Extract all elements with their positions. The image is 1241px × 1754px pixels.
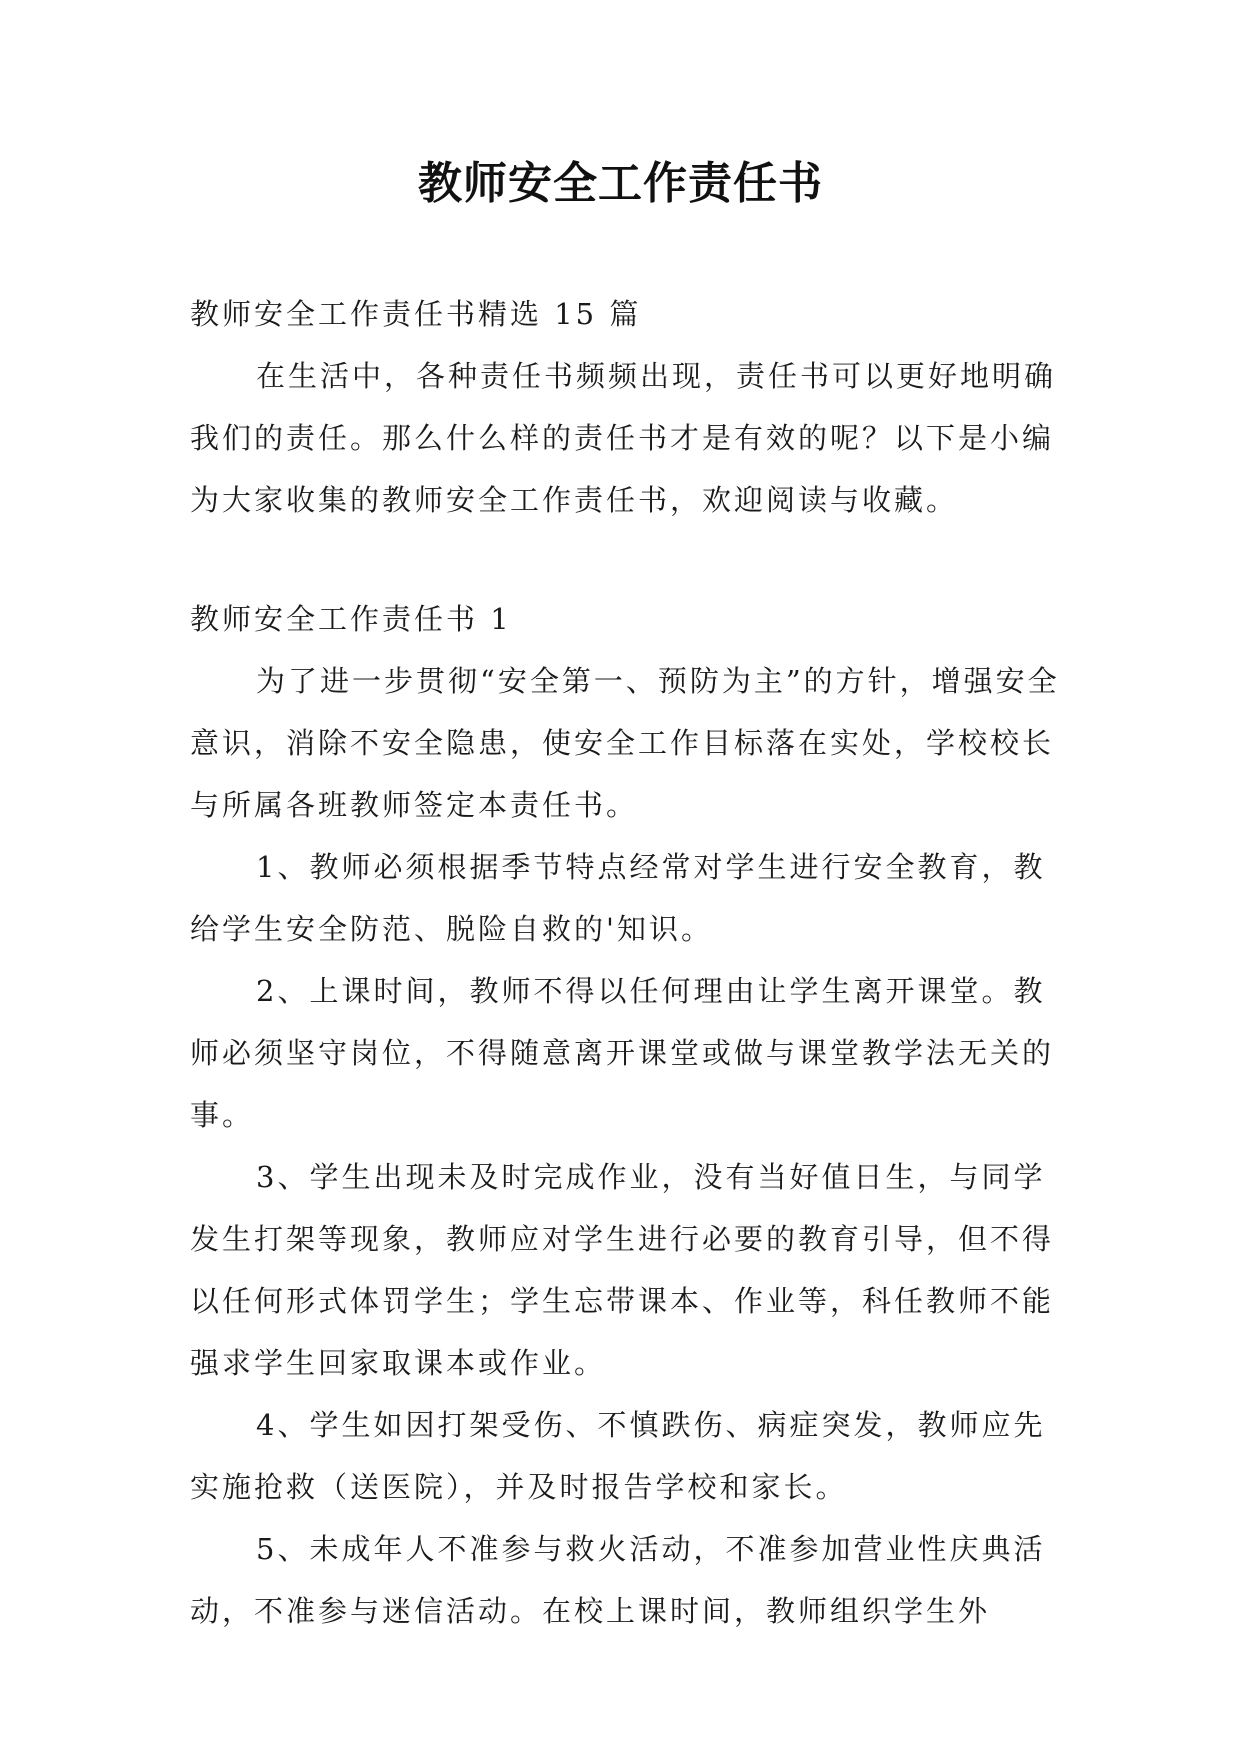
document-title: 教师安全工作责任书: [418, 158, 823, 209]
section-paragraph: 为了进一步贯彻“安全第一、预防为主”的方针，增强安全意识，消除不安全隐患，使安全工作目标落在实处，学校校长与所属各班教师签定本责任书。: [190, 664, 1060, 822]
document-subtitle: 教师安全工作责任书精选 15 篇: [190, 297, 642, 331]
clause-item-4: 4、学生如因打架受伤、不慎跌伤、病症突发，教师应先实施抢救（送医院），并及时报告学校和家长。: [190, 1408, 1046, 1504]
section-heading: 教师安全工作责任书 1: [190, 602, 512, 636]
clause-item-2: 2、上课时间，教师不得以任何理由让学生离开课堂。教师必须坚守岗位，不得随意离开课堂或做与课堂教学法无关的事。: [190, 974, 1055, 1132]
clause-item-1: 1、教师必须根据季节特点经常对学生进行安全教育，教给学生安全防范、脱险自救的'知识。: [190, 850, 1046, 946]
intro-paragraph: 在生活中，各种责任书频频出现，责任书可以更好地明确我们的责任。那么什么样的责任书才是有效的呢？以下是小编为大家收集的教师安全工作责任书，欢迎阅读与收藏。: [190, 359, 1057, 517]
document-body: [190, 283, 1060, 1642]
clause-item-3: 3、学生出现未及时完成作业，没有当好值日生，与同学发生打架等现象，教师应对学生进行必要的教育引导，但不得以任何形式体罚学生；学生忘带课本、作业等，科任教师不能强求学生回家取课本或作业。: [190, 1160, 1055, 1380]
clause-item-5: 5、未成年人不准参与救火活动，不准参加营业性庆典活动，不准参与迷信活动。在校上课时间，教师组织学生外: [190, 1532, 1046, 1628]
